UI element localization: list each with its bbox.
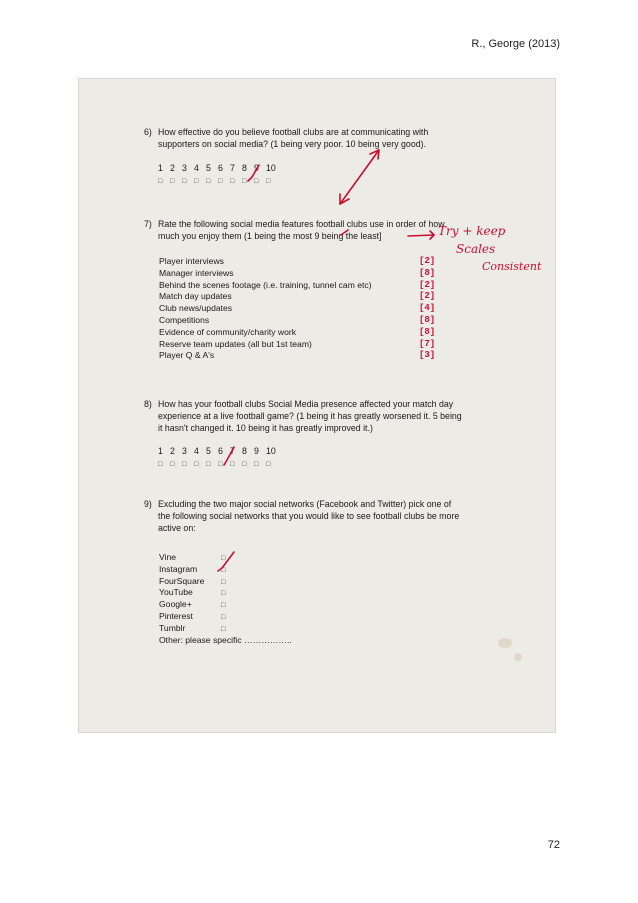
question-text: How has your football clubs Social Media presence affected your match day [158,399,454,409]
rank-value[interactable]: [8] [419,314,436,325]
checkbox[interactable]: □ [266,178,271,185]
checkbox[interactable]: □ [254,461,259,468]
scale-number: 7 [230,446,235,456]
other-option[interactable]: Other: please specific …………….. [159,634,292,645]
rank-value[interactable]: [2] [419,279,436,290]
scale-number: 5 [206,446,211,456]
checkbox[interactable]: □ [266,461,271,468]
option-label: Tumblr [159,622,186,633]
scale-number: 6 [218,163,223,173]
question-text: it hasn't changed it. 10 being it has greatly improved it.) [158,423,373,433]
scale-number: 1 [158,446,163,456]
checkbox[interactable]: □ [230,461,235,468]
scale-number: 4 [194,446,199,456]
check-mark-icon [248,165,259,181]
scale-number: 7 [230,163,235,173]
list-item: Evidence of community/charity work [159,326,297,337]
list-item: Match day updates [159,291,232,302]
checkbox[interactable]: □ [221,613,226,621]
scale-number: 5 [206,163,211,173]
checkbox[interactable]: □ [221,578,226,586]
checkbox[interactable]: □ [158,178,163,185]
scale-number: 8 [242,446,247,456]
option-label: Instagram [159,563,198,574]
option-label: Google+ [159,599,192,610]
scale-number: 2 [170,163,175,173]
scale-number: 3 [182,446,187,456]
scale-number: 2 [170,446,175,456]
checkbox[interactable]: □ [182,461,187,468]
checkbox[interactable]: □ [170,178,175,185]
question-text: the following social networks that you would like to see football clubs be more [158,511,460,521]
checkbox[interactable]: □ [194,178,199,185]
list-item: Reserve team updates (all but 1st team) [159,338,312,349]
checkbox[interactable]: □ [206,461,211,468]
page-header-author: R., George (2013) [471,38,560,50]
question-text: Excluding the two major social networks (Facebook and Twitter) pick one of [158,499,452,509]
question-number: 9) [144,499,152,509]
option-label: FourSquare [159,575,205,586]
scale-number: 4 [194,163,199,173]
option-label: Vine [159,552,177,562]
question-number: 6) [144,127,152,137]
scale-number: 1 [158,163,163,173]
checkbox[interactable]: □ [194,461,199,468]
question-text: How effective do you believe football clubs are at communicating with [158,127,429,137]
checkbox[interactable]: □ [221,625,226,633]
rank-value[interactable]: [8] [419,267,436,278]
checkbox[interactable]: □ [218,178,223,185]
checkbox[interactable]: □ [242,461,247,468]
handwritten-ink-layer [78,78,556,733]
list-item: Club news/updates [159,303,233,314]
question-text: experience at a live football game? (1 being it has greatly worsened it. 5 being [158,411,462,421]
option-label: YouTube [159,587,193,598]
scale-number: 10 [266,446,276,456]
list-item: Behind the scenes footage (i.e. training, tunnel cam etc) [159,279,372,290]
check-mark-icon [218,552,234,571]
question-number: 7) [144,219,152,229]
checkbox[interactable]: □ [254,178,259,185]
question-text: active on: [158,523,196,533]
rank-value[interactable]: [2] [419,256,436,266]
checkbox[interactable]: □ [242,178,247,185]
option-label: Pinterest [159,610,193,621]
question-text: much you enjoy them (1 being the most 9 being the least] [158,231,382,241]
checkbox[interactable]: □ [221,566,226,574]
rank-value[interactable]: [2] [419,291,436,302]
handwritten-note: Try + keep [438,224,506,238]
checkbox[interactable]: □ [182,178,187,185]
rank-value[interactable]: [7] [419,338,436,349]
checkbox[interactable]: □ [221,590,226,598]
handwritten-note: Scales [456,242,496,256]
question-text: Rate the following social media features football clubs use in order of how [158,219,445,229]
list-item: Manager interviews [159,267,234,278]
scale-number: 8 [242,163,247,173]
arrow-icon [340,150,379,204]
question-text: supporters on social media? (1 being very poor. 10 being very good). [158,139,426,149]
checkbox[interactable]: □ [221,555,226,562]
list-item: Player interviews [159,256,224,266]
checkbox[interactable]: □ [158,461,163,468]
checkbox[interactable]: □ [206,178,211,185]
check-mark-icon [224,447,234,465]
checkbox[interactable]: □ [218,461,223,468]
question-number: 8) [144,399,152,409]
scale-number: 10 [266,163,276,173]
rank-value[interactable]: [8] [419,326,436,337]
checkbox[interactable]: □ [170,461,175,468]
arrowhead-icon [370,150,379,159]
ink-mark [341,230,348,235]
list-item: Player Q & A's [159,350,215,361]
checkbox[interactable]: □ [230,178,235,185]
scale-number: 9 [254,446,259,456]
scale-number: 9 [254,163,259,173]
arrow-icon [408,231,434,239]
scale-number: 6 [218,446,223,456]
scanned-questionnaire-page [78,78,556,733]
rank-value[interactable]: [3] [419,350,436,361]
scale-number: 3 [182,163,187,173]
handwritten-note: Consistent [482,260,542,273]
list-item: Competitions [159,314,210,325]
checkbox[interactable]: □ [221,602,226,610]
rank-value[interactable]: [4] [419,303,436,314]
page-number: 72 [547,839,560,851]
